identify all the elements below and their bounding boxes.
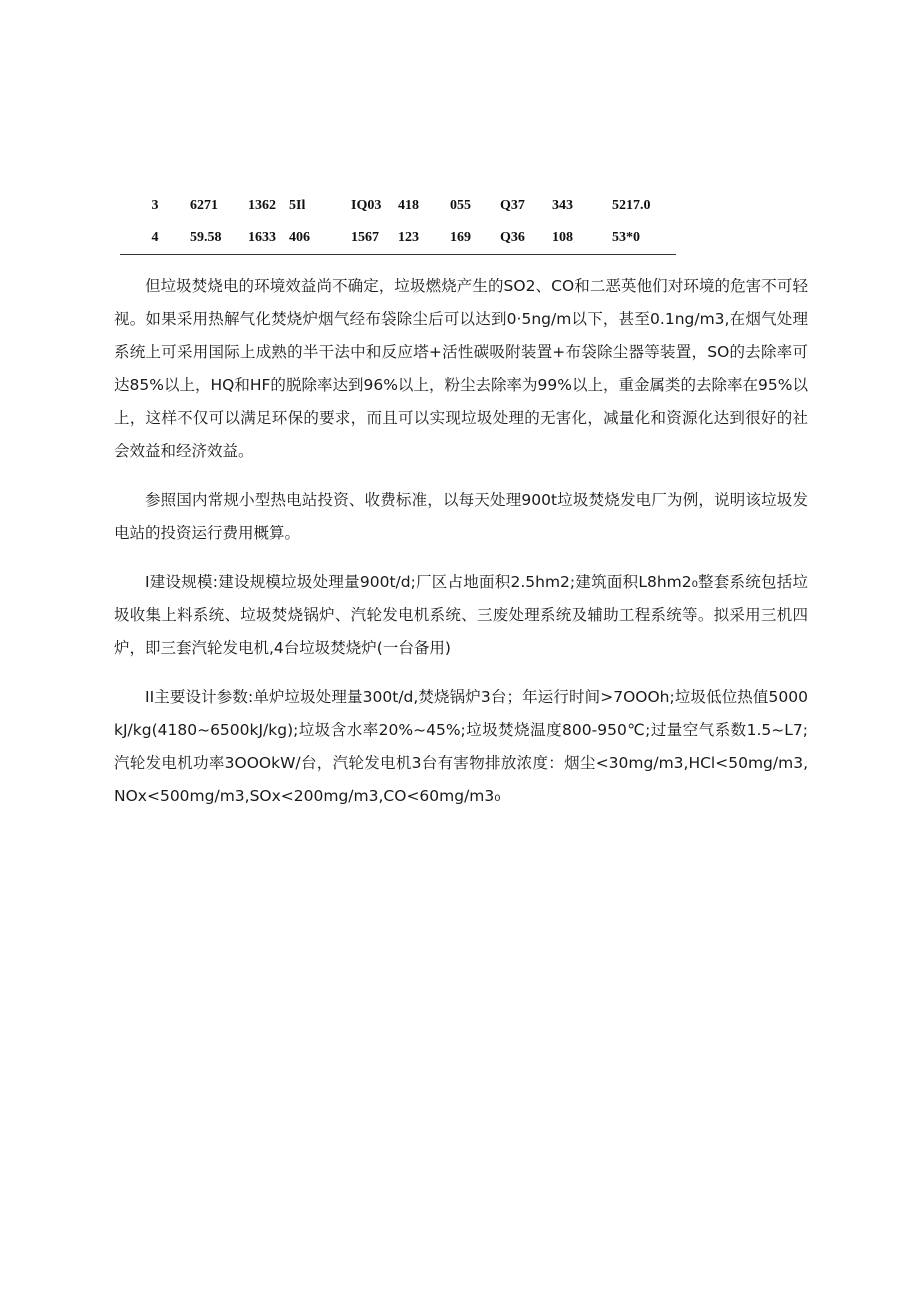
- table-cell: 5217.0: [612, 198, 651, 213]
- table-cell: 055: [450, 198, 471, 213]
- table-cell: 1362: [248, 198, 276, 213]
- table-cell: 6271: [190, 198, 218, 213]
- data-table: [120, 190, 676, 255]
- table-cell: 343: [552, 198, 573, 213]
- paragraph-construction-scale: I建设规模:建设规模垃圾处理量900t/d;厂区占地面积2.5hm2;建筑面积L8hm2₀整套系统包括垃圾收集上料系统、垃圾焚烧锅炉、汽轮发电机系统、三废处理系统及辅助工程系统等。拟采用三机四炉，即三套汽轮发电机,4台垃圾焚烧炉(一台备用): [114, 573, 808, 657]
- table-cell: 3: [151, 198, 159, 213]
- table-cell: 5Il: [289, 198, 306, 213]
- table-cell: 53*0: [612, 222, 676, 255]
- table-cell: 406: [289, 222, 351, 255]
- document-body: [114, 270, 808, 829]
- table-cell: 123: [398, 222, 450, 255]
- table-cell: Q36: [500, 222, 552, 255]
- table-cell: Q37: [500, 198, 525, 213]
- paragraph-environmental-benefit: 但垃圾焚烧电的环境效益尚不确定，垃圾燃烧产生的SO2、CO和二恶英他们对环境的危害不可轻视。如果采用热解气化焚烧炉烟气经布袋除尘后可以达到0·5ng/m以下，甚至0.1ng/m3,在烟气处理系统上可采用国际上成熟的半干法中和反应塔+活性碳吸附装置+布袋除尘器等装置，SO的去除率可达85%以上，HQ和HF的脱除率达到96%以上，粉尘去除率为99%以上，重金属类的去除率在95%以上，这样不仅可以满足环保的要求，而且可以实现垃圾处理的无害化，减量化和资源化达到很好的社会效益和经济效益。: [114, 277, 808, 460]
- table-cell: 4: [120, 222, 190, 255]
- table-cell: 169: [450, 222, 500, 255]
- paragraph-design-parameters: II主要设计参数:单炉垃圾处理量300t∕d,焚烧锅炉3台；年运行时间>7OOOh;垃圾低位热值5000kJ∕kg(4180~6500kJ∕kg);垃圾含水率20%~45%;垃圾焚烧温度800-950℃;过量空气系数1.5~L7;汽轮发电机功率3OOOkW∕台，汽轮发电机3台有害物排放浓度：烟尘<30mg∕m3,HCl<50mg∕m3,NOx<500mg∕m3,SOx<200mg∕m3,CO<60mg∕m3₀: [114, 688, 808, 805]
- table-cell: 108: [552, 222, 612, 255]
- table-row: [120, 222, 676, 255]
- table-cell: 59.58: [190, 222, 248, 255]
- table-row: [120, 190, 676, 222]
- table-cell: 418: [398, 198, 419, 213]
- paragraph-investment-reference: 参照国内常规小型热电站投资、收费标准，以每天处理900t垃圾焚烧发电厂为例，说明该垃圾发电站的投资运行费用概算。: [114, 491, 808, 542]
- table-cell: 1633: [248, 222, 289, 255]
- table-cell: 1567: [351, 222, 398, 255]
- table-cell: IQ03: [351, 198, 382, 213]
